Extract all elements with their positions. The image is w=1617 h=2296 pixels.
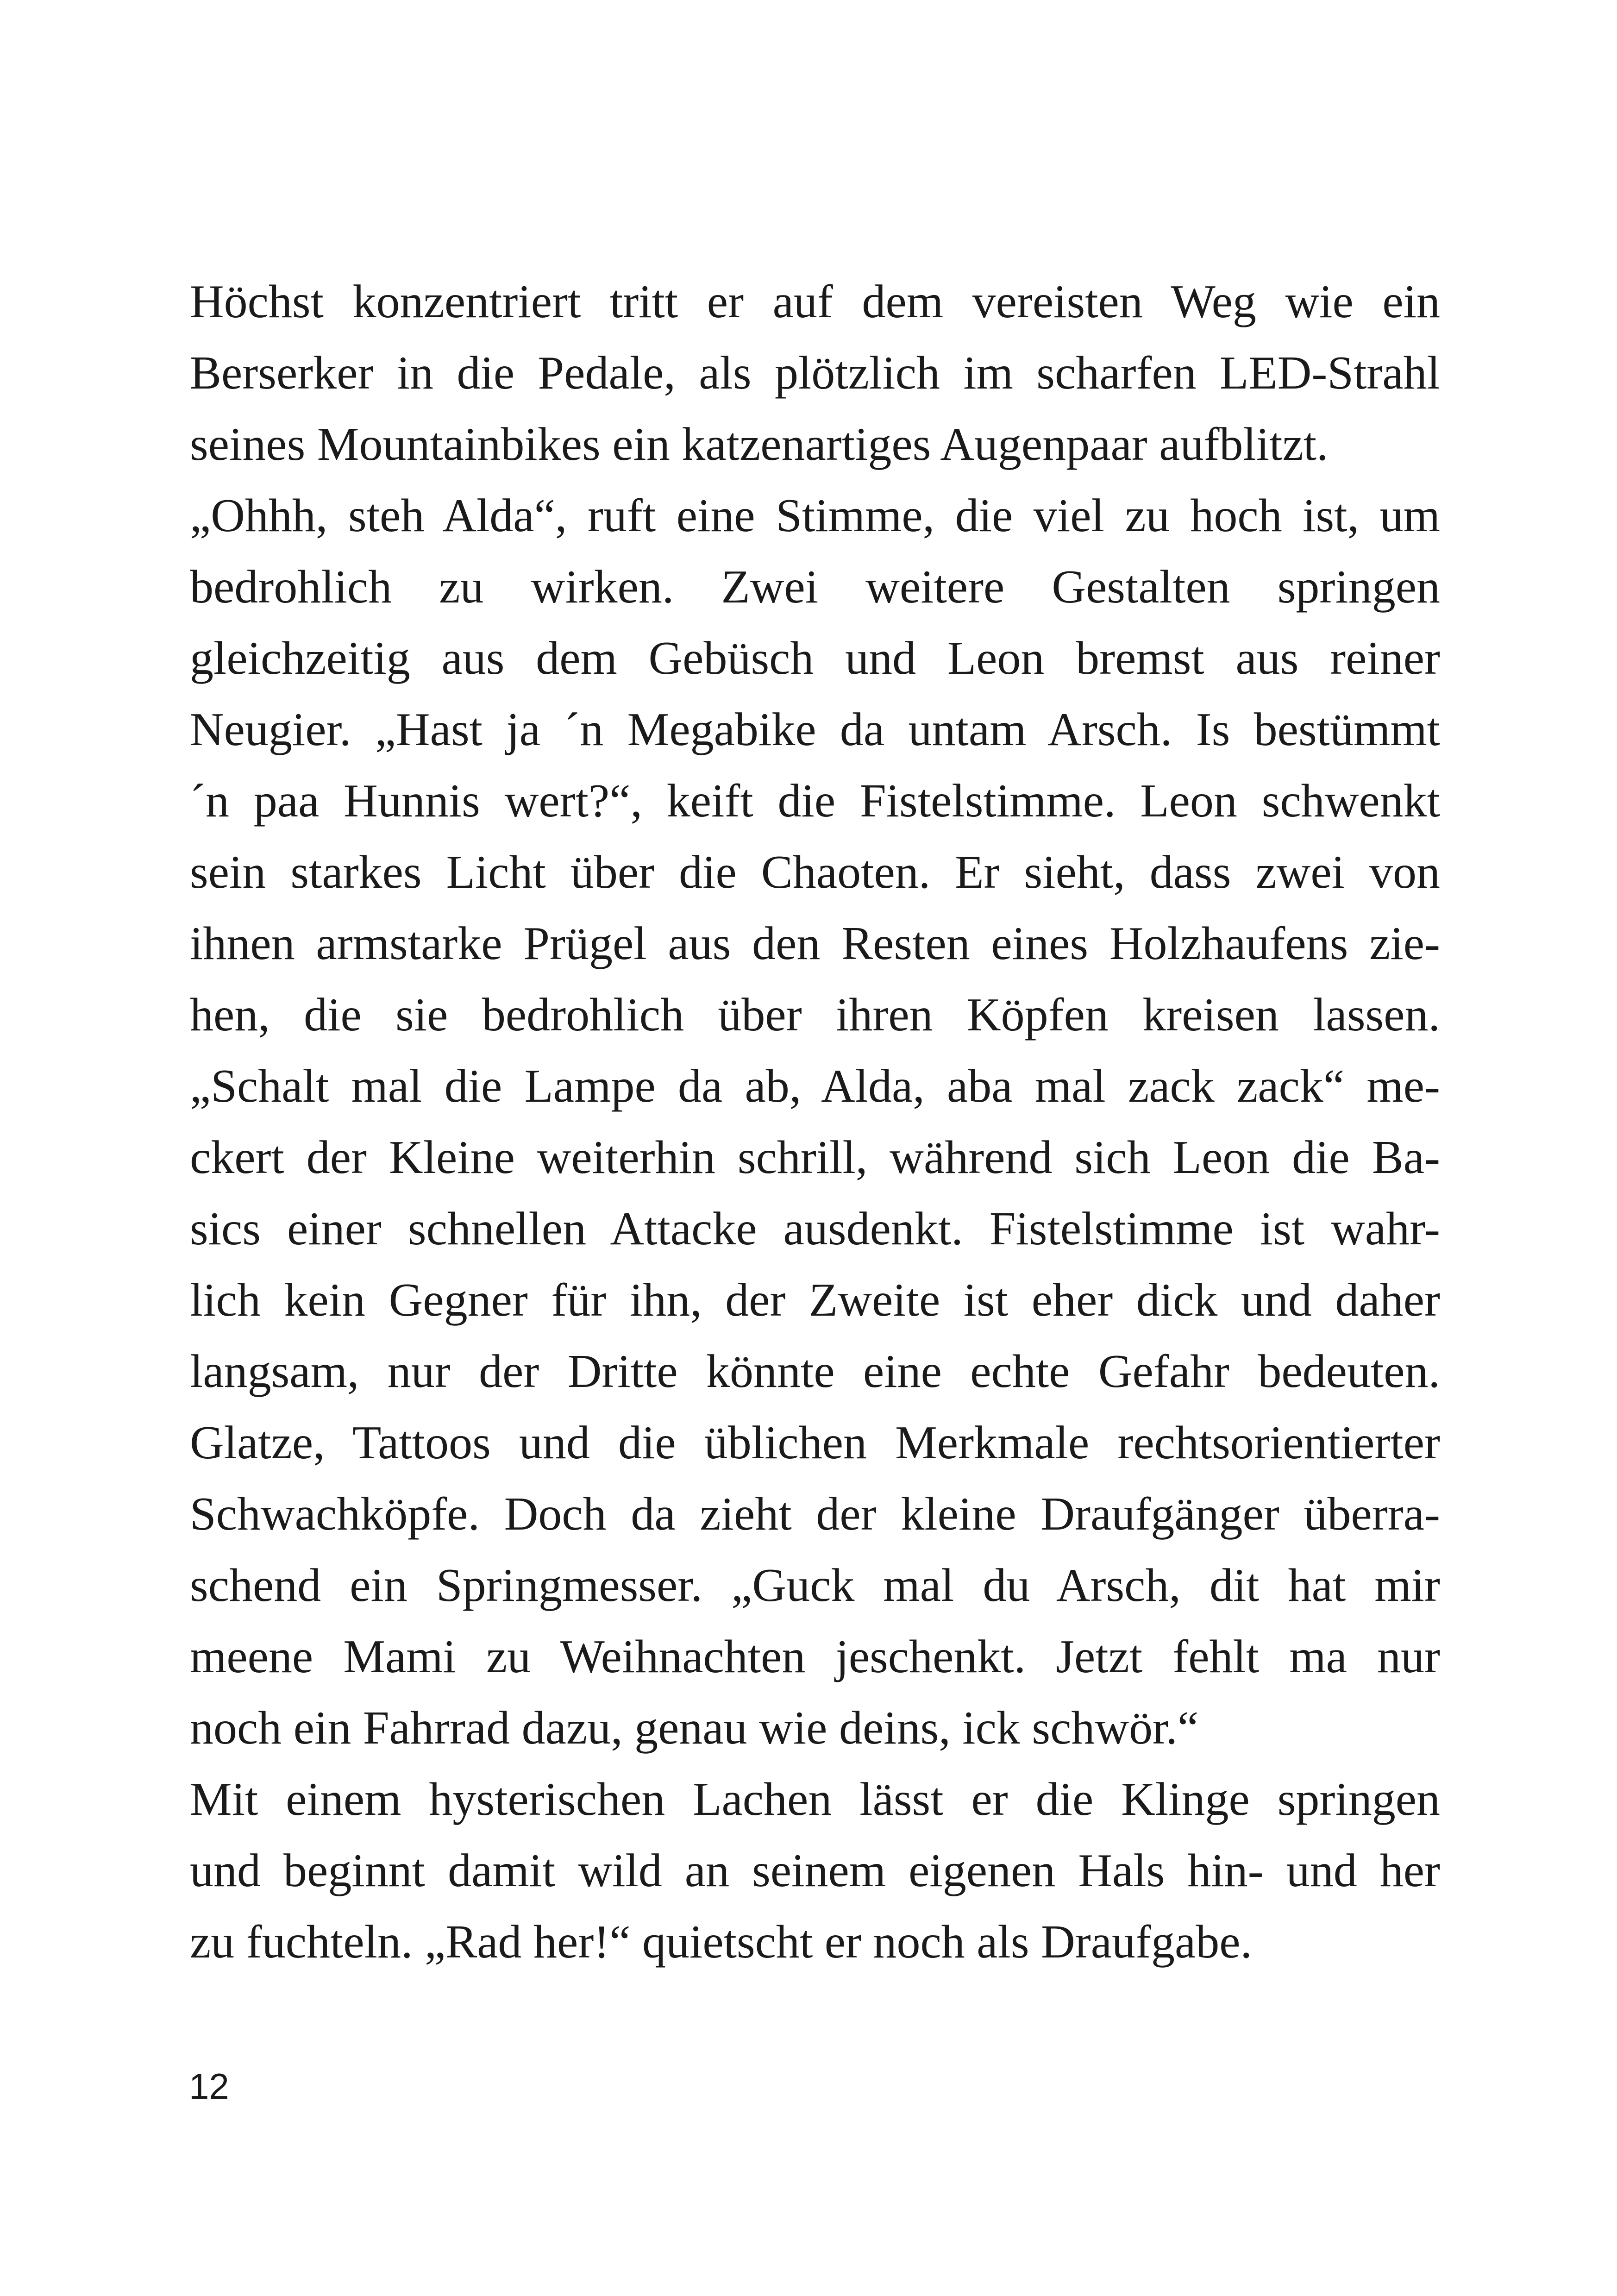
text-line: seines Mountainbikes ein katzenartiges Augenpaar aufblitzt.	[190, 418, 1329, 470]
text-line: schend ein Springmesser. „Guck mal du Arsch, dit hat mir	[190, 1559, 1440, 1612]
text-line: Berserker in die Pedale, als plötzlich im scharfen LED-Strahl	[190, 347, 1440, 399]
text-line: zu fuchteln. „Rad her!“ quietscht er noch als Draufgabe.	[190, 1916, 1253, 1968]
text-line: Mit einem hysterischen Lachen lässt er die Klinge springen	[190, 1773, 1440, 1826]
text-line: ihnen armstarke Prügel aus den Resten eines Holzhaufens zie-	[190, 917, 1440, 970]
text-line: ckert der Kleine weiterhin schrill, während sich Leon die Ba-	[190, 1131, 1440, 1184]
page-number: 12	[189, 2066, 229, 2107]
body-text	[190, 266, 1440, 1978]
text-line: „Ohhh, steh Alda“, ruft eine Stimme, die viel zu hoch ist, um	[190, 489, 1440, 542]
text-line: Schwachköpfe. Doch da zieht der kleine Draufgänger überra-	[190, 1488, 1440, 1540]
text-line: Höchst konzentriert tritt er auf dem vereisten Weg wie ein	[190, 276, 1440, 328]
text-line: gleichzeitig aus dem Gebüsch und Leon bremst aus reiner	[190, 632, 1440, 684]
text-line: noch ein Fahrrad dazu, genau wie deins, ick schwör.“	[190, 1702, 1199, 1754]
text-line: lich kein Gegner für ihn, der Zweite ist eher dick und daher	[190, 1274, 1440, 1326]
text-line: langsam, nur der Dritte könnte eine echte Gefahr bedeuten.	[190, 1345, 1440, 1398]
text-line: sics einer schnellen Attacke ausdenkt. Fistelstimme ist wahr-	[190, 1203, 1440, 1255]
text-line: ´n paa Hunnis wert?“, keift die Fistelstimme. Leon schwenkt	[190, 775, 1440, 827]
text-line: bedrohlich zu wirken. Zwei weitere Gestalten springen	[190, 561, 1440, 613]
text-line: sein starkes Licht über die Chaoten. Er sieht, dass zwei von	[190, 846, 1440, 898]
text-line: Neugier. „Hast ja ´n Megabike da untam Arsch. Is bestümmt	[190, 703, 1440, 756]
text-line: Glatze, Tattoos und die üblichen Merkmale rechtsorientierter	[190, 1417, 1440, 1469]
text-line: meene Mami zu Weihnachten jeschenkt. Jetzt fehlt ma nur	[190, 1631, 1440, 1683]
text-line: „Schalt mal die Lampe da ab, Alda, aba mal zack zack“ me-	[190, 1060, 1440, 1112]
text-line: und beginnt damit wild an seinem eigenen Hals hin- und her	[190, 1844, 1440, 1897]
text-line: hen, die sie bedrohlich über ihren Köpfen kreisen lassen.	[190, 989, 1440, 1041]
